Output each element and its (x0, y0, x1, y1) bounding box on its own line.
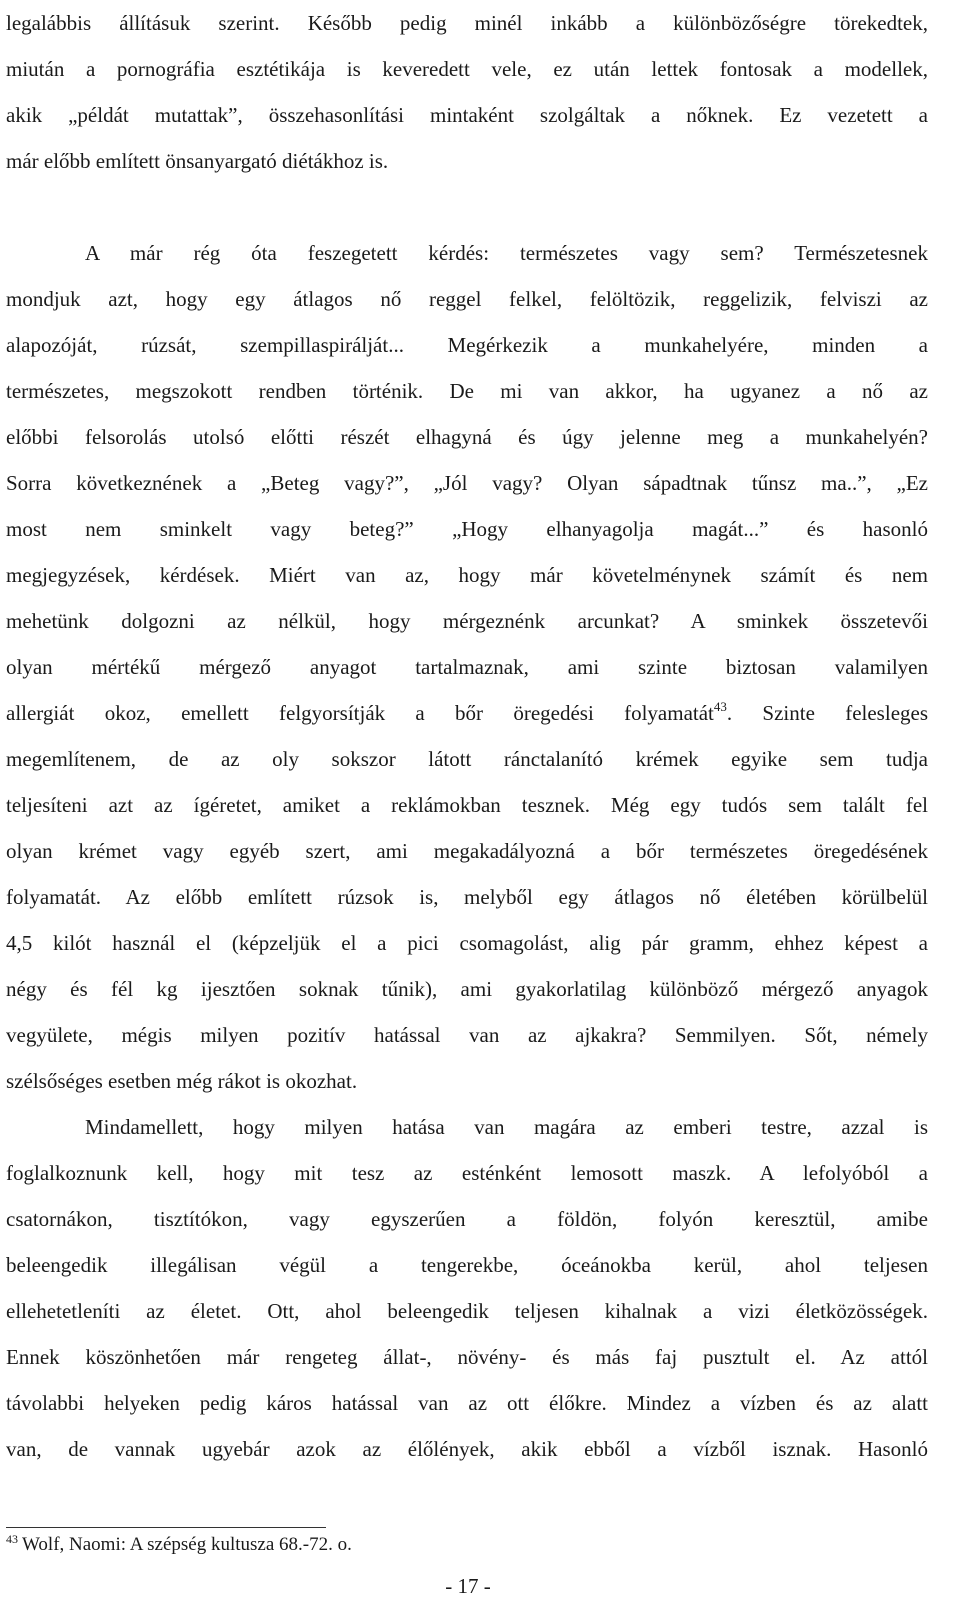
text-line: miután a pornográfia esztétikája is keveredett vele, ez után lettek fontosak a modellek, (6, 57, 928, 81)
footnote (6, 1530, 352, 1560)
text-line: most nem sminkelt vagy beteg?” „Hogy elhanyagolja magát...” és hasonló (6, 517, 928, 541)
text-line: Mindamellett, hogy milyen hatása van magára az emberi testre, azzal is (85, 1115, 928, 1139)
text-line: teljesíteni azt az ígéretet, amiket a reklámokban tesznek. Még egy tudós sem talált fel (6, 793, 928, 817)
paragraph-gap (6, 184, 928, 230)
text-line-with-footnote-ref (6, 690, 928, 736)
text-line: A már rég óta feszegetett kérdés: természetes vagy sem? Természetesnek (85, 241, 928, 265)
text-line: beleengedik illegálisan végül a tengerekbe, óceánokba kerül, ahol teljesen (6, 1253, 928, 1277)
text-line: természetes, megszokott rendben történik. De mi van akkor, ha ugyanez a nő az (6, 379, 928, 403)
text-line: legalábbis állításuk szerint. Később pedig minél inkább a különbözőségre törekedtek, (6, 11, 928, 35)
footnote-text: Wolf, Naomi: A szépség kultusza 68.-72. o. (22, 1534, 352, 1555)
text-line: akik „példát mutattak”, összehasonlítási mintaként szolgáltak a nőknek. Ez vezetett a (6, 103, 928, 127)
text-line: foglalkoznunk kell, hogy mit tesz az esténként lemosott maszk. A lefolyóból a (6, 1161, 928, 1185)
text-line: mehetünk dolgozni az nélkül, hogy mérgeznénk arcunkat? A sminkek összetevői (6, 609, 928, 633)
text-line: megemlítenem, de az oly sokszor látott ránctalanító krémek egyike sem tudja (6, 747, 928, 771)
text-line: már előbb említett önsanyargató diétákhoz is. (6, 149, 389, 173)
text-line: megjegyzések, kérdések. Miért van az, hogy már követelménynek számít és nem (6, 563, 928, 587)
text-line: mondjuk azt, hogy egy átlagos nő reggel felkel, felöltözik, reggelizik, felviszi az (6, 287, 928, 311)
footnote-number: 43 (6, 1532, 18, 1546)
text-line: folyamatát. Az előbb említett rúzsok is, melyből egy átlagos nő életében körülbelül (6, 885, 928, 909)
text-line: előbbi felsorolás utolsó előtti részét elhagyná és úgy jelenne meg a munkahelyén? (6, 425, 928, 449)
text-line: olyan mértékű mérgező anyagot tartalmaznak, ami szinte biztosan valamilyen (6, 655, 928, 679)
text-line: olyan krémet vagy egyéb szert, ami megakadályozná a bőr természetes öregedésének (6, 839, 928, 863)
text-line: Sorra következnének a „Beteg vagy?”, „Jól vagy? Olyan sápadtnak tűnsz ma..”, „Ez (6, 471, 928, 495)
page-number: - 17 - (445, 1574, 491, 1598)
text-line: ellehetetleníti az életet. Ott, ahol beleengedik teljesen kihalnak a vizi életközösségek. (6, 1299, 928, 1323)
text-line: van, de vannak ugyebár azok az élőlények, akik ebből a vízből isznak. Hasonló (6, 1437, 928, 1461)
text-line: Ennek köszönhetően már rengeteg állat-, növény- és más faj pusztult el. Az attól (6, 1345, 928, 1369)
text-line: 4,5 kilót használ el (képzeljük el a pici csomagolást, alig pár gramm, ehhez képest a (6, 931, 928, 955)
text-line: vegyülete, mégis milyen pozitív hatással van az ajkakra? Semmilyen. Sőt, némely (6, 1023, 928, 1047)
footnote-divider (6, 1527, 326, 1528)
text-line: alapozóját, rúzsát, szempillaspirálját... Megérkezik a munkahelyére, minden a (6, 333, 928, 357)
footnote-reference[interactable]: 43 (713, 699, 727, 714)
text-line: négy és fél kg ijesztően soknak tűnik), ami gyakorlatilag különböző mérgező anyagok (6, 977, 928, 1001)
text-segment: . Szinte felesleges (726, 701, 928, 725)
document-body (6, 0, 928, 1472)
text-line: távolabbi helyeken pedig káros hatással van az ott élőkre. Mindez a vízben és az alatt (6, 1391, 928, 1415)
text-line: csatornákon, tisztítókon, vagy egyszerűen a földön, folyón keresztül, amibe (6, 1207, 928, 1231)
text-segment: allergiát okoz, emellett felgyorsítják a bőr öregedési folyamatát (6, 701, 714, 725)
text-line: szélsőséges esetben még rákot is okozhat. (6, 1069, 358, 1093)
